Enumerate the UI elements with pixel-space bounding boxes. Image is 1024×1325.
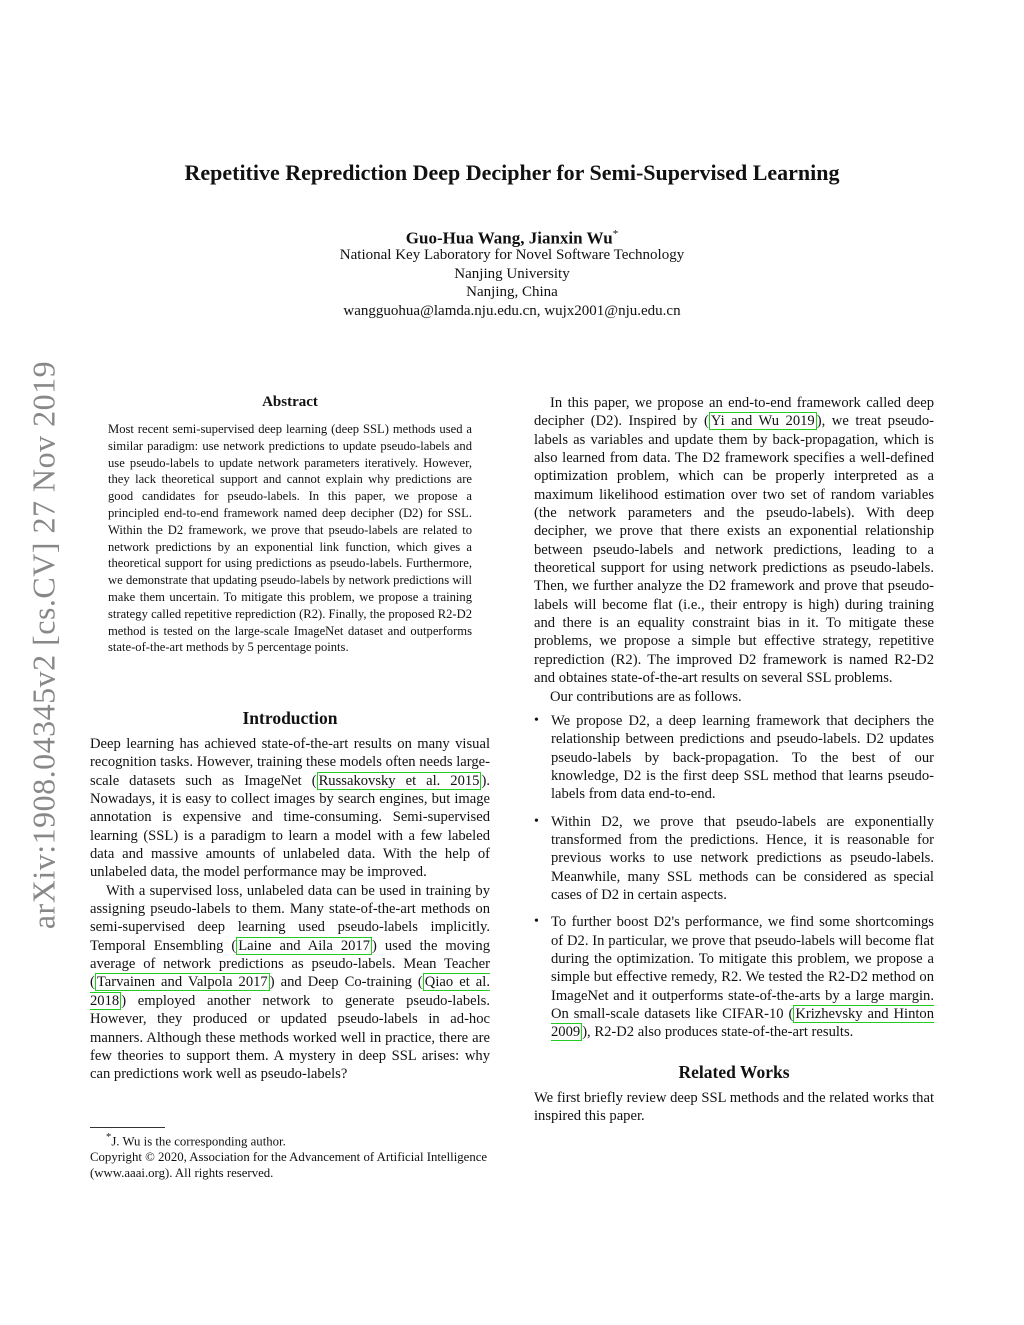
footnote-block bbox=[90, 1130, 495, 1181]
footnote-divider bbox=[90, 1127, 165, 1128]
citation-link[interactable]: Tarvainen and Valpola 2017 bbox=[96, 974, 268, 991]
citation-link[interactable]: Russakovsky et al. 2015 bbox=[318, 772, 480, 789]
bullet-icon: • bbox=[534, 914, 539, 930]
affiliation-block bbox=[0, 246, 1024, 321]
citation-link[interactable]: Laine and Aila 2017 bbox=[238, 937, 371, 954]
arxiv-stamp-text: arXiv:1908.04345v2 [cs.CV] 27 Nov 2019 bbox=[25, 360, 62, 930]
intro-p2-text-c: ) and Deep Co-training ( bbox=[269, 974, 423, 991]
bullet-icon: • bbox=[534, 813, 539, 829]
affiliation-city: Nanjing, China bbox=[466, 284, 558, 301]
bullet-text-a: To further boost D2's performance, we find some shortcomings of D2. In particular, we prove that pseudo-labels will become flat during the optimization. To mitigate this problem, we propose a simple but effective remedy, R2. We tested the R2-D2 method on ImageNet and it outperforms state-of-the-arts by a large margin. On small-scale datasets like CIFAR-10 ( bbox=[551, 914, 934, 1022]
right-paragraph-2: Our contributions are as follows. bbox=[550, 688, 742, 705]
abstract-text: Most recent semi-supervised deep learning (deep SSL) methods used a similar paradigm: use network predictions to update pseudo-labels and use pseudo-labels to update network parameters iteratively. However, they lack theoretical support and cannot explain why predictions are good candidates for pseudo-labels. In this paper, we propose a principled end-to-end framework named deep decipher (D2) for SSL. Within the D2 framework, we prove that pseudo-labels are related to network predictions by an exponential link function, which gives a theoretical support for using predictions as pseudo-labels. Furthermore, we demonstrate that updating pseudo-labels by network predictions will make them uncertain. To mitigate this problem, we propose a training strategy called repetitive reprediction (R2). Finally, the proposed R2-D2 method is tested on the large-scale ImageNet dataset and outperforms state-of-the-art methods by 5 percentage points. bbox=[108, 422, 472, 655]
bullet-icon: • bbox=[534, 712, 539, 728]
abstract-heading: Abstract bbox=[262, 394, 318, 410]
right-p1-text-a: In this paper, we propose an end-to-end framework called deep decipher (D2). Inspired by ( bbox=[534, 395, 934, 430]
footnote-corresponding-text: J. Wu is the corresponding author. bbox=[111, 1134, 286, 1149]
intro-p1-text-a: Deep learning has achieved state-of-the-art results on many visual recognition tasks. However, training these models often needs large-scale datasets such as ImageNet ( bbox=[90, 736, 490, 789]
intro-paragraph-1 bbox=[90, 735, 490, 882]
list-item bbox=[534, 813, 934, 905]
citation-link[interactable]: Krizhevsky and Hinton 2009 bbox=[551, 1006, 935, 1041]
bullet-text: Within D2, we prove that pseudo-labels are exponentially transformed from the predictions. Hence, it is reasonable for previous works to use network predictions as pseudo-labels. Meanwhile, many SSL methods can be considered as special cases of D2 in certain aspects. bbox=[551, 813, 934, 903]
intro-p2-text-a: With a supervised loss, unlabeled data can be used in training by assigning pseudo-labels to them. Many state-of-the-art methods on semi-supervised deep learning used pseudo-labels implicitly. Temporal Ensembling ( bbox=[90, 882, 490, 954]
bullet-text: We propose D2, a deep learning framework that deciphers the relationship between predictions and pseudo-labels. D2 updates pseudo-labels by back-propagation. To the best of our knowledge, D2 is the first deep SSL method that learns pseudo-labels from data end-to-end. bbox=[551, 712, 934, 803]
right-p1-text-b: ), we treat pseudo-labels as variables and update them by back-propagation, which is also learned from data. The D2 framework specifies a well-defined optimization problem, which can be properly interpreted as a maximum likelihood estimation over two set of random variables (the network parameters and the pseudo-labels). With deep decipher, we prove that there exists an exponential relationship between pseudo-labels and network predictions, leading to a theoretical support for using network predictions as pseudo-labels. Then, we further analyze the D2 framework and prove that pseudo-labels will become flat (i.e., their entropy is high) during training and there is an equality constraint bias in it. To mitigate these problems, we propose a simple but effective strategy, repetitive reprediction (R2). The improved D2 framework is named R2-D2 and obtaines state-of-the-art results on several SSL problems. bbox=[534, 413, 934, 687]
footnote-copyright: Copyright © 2020, Association for the Advancement of Artificial Intelligence (www.aaai.org). All rights reserved. bbox=[90, 1150, 488, 1181]
footnote-mark: * bbox=[106, 1132, 112, 1143]
affiliation-university: Nanjing University bbox=[454, 265, 570, 282]
related-works-heading: Related Works bbox=[678, 1061, 790, 1082]
bullet-text-b: ), R2-D2 also produces state-of-the-art results. bbox=[582, 1024, 854, 1041]
citation-link[interactable]: Yi and Wu 2019 bbox=[710, 413, 815, 430]
authors: Guo-Hua Wang, Jianxin Wu bbox=[405, 228, 613, 248]
list-item bbox=[534, 913, 934, 1041]
left-column bbox=[90, 394, 490, 656]
related-works-paragraph: We first briefly review deep SSL methods and the related works that inspired this paper. bbox=[534, 1089, 934, 1125]
right-paragraph-1 bbox=[534, 394, 934, 688]
introduction-section bbox=[90, 708, 490, 1084]
intro-paragraph-2 bbox=[90, 882, 490, 1084]
paper-title: Repetitive Reprediction Deep Decipher for Semi-Supervised Learning bbox=[184, 160, 840, 185]
footnote-corresponding bbox=[90, 1130, 495, 1149]
affiliation-lab: National Key Laboratory for Novel Software Technology bbox=[339, 247, 685, 263]
contributions-list bbox=[534, 712, 934, 1042]
list-item bbox=[534, 712, 934, 804]
author-footnote-mark: * bbox=[612, 228, 619, 240]
introduction-heading: Introduction bbox=[242, 708, 338, 728]
intro-p2-text-d: ) employed another network to generate pseudo-labels. However, they produced or updated pseudo-labels in ad-hoc manners. Although these methods worked well in practice, there are few theories to support them. A mystery in deep SSL arises: why can predictions work well as pseudo-labels? bbox=[90, 992, 490, 1083]
citation-link[interactable]: Qiao et al. 2018 bbox=[90, 974, 490, 1009]
right-column bbox=[534, 394, 934, 1125]
intro-p1-text-b: ). Nowadays, it is easy to collect images by search engines, but image annotation is expensive and time-consuming. Semi-supervised learning (SSL) is a paradigm to learn a model with a few labeled data and massive amounts of unlabeled data. With the help of unlabeled data, the model performance may be improved. bbox=[90, 772, 490, 881]
author-emails: wangguohua@lamda.nju.edu.cn, wujx2001@nju.edu.cn bbox=[343, 303, 681, 320]
intro-p2-text-b: ) used the moving average of network predictions as pseudo-labels. Mean Teacher ( bbox=[90, 937, 490, 991]
